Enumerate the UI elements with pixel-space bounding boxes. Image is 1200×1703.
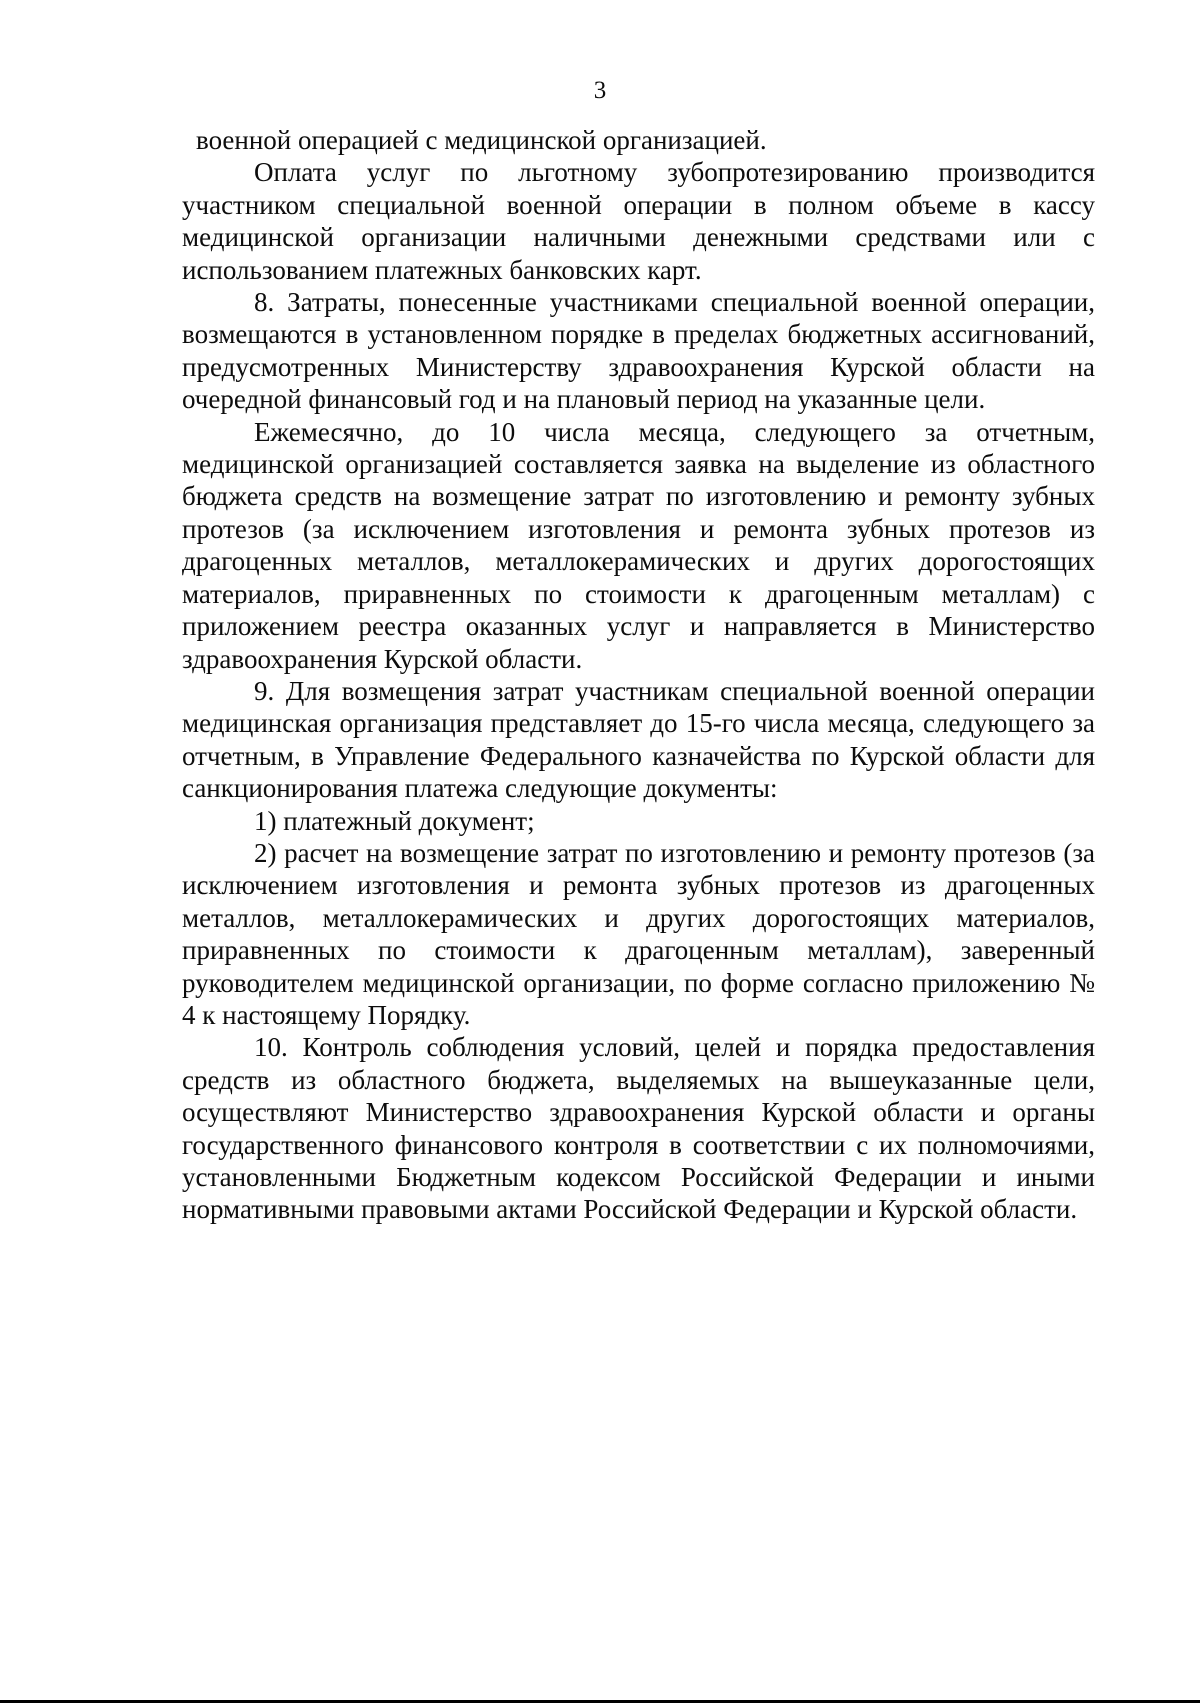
document-body: [182, 124, 1095, 1226]
paragraph-subitem-1: 1) платежный документ;: [254, 805, 535, 836]
paragraph-item-10: 10. Контроль соблюдения условий, целей и порядка предоставления средств из областного бюджета, выделяемых на вышеуказанные цели, осуществляют Министерство здравоохранения Курской области и органы государственного финансового контроля в соответствии с их полномочиями, установленными Бюджетным кодексом Российской Федерации и иными нормативными правовыми актами Российской Федерации и Курской области.: [182, 1032, 1095, 1225]
paragraph-subitem-2: 2) расчет на возмещение затрат по изготовлению и ремонту протезов (за исключением изготовления и ремонта зубных протезов из драгоценных металлов, металлокерамических и других дорогостоящих материалов, приравненных по стоимости к драгоценным металлам), заверенный руководителем медицинской организации, по форме согласно приложению № 4 к настоящему Порядку.: [182, 837, 1095, 1030]
paragraph-item-8: 8. Затраты, понесенные участниками специальной военной операции, возмещаются в установленном порядке в пределах бюджетных ассигнований, предусмотренных Министерству здравоохранения Курской области на очередной финансовый год и на плановый период на указанные цели.: [182, 287, 1095, 415]
page-number: 3: [593, 77, 607, 104]
paragraph-payment: Оплата услуг по льготному зубопротезированию производится участником специальной военной операции в полном объеме в кассу медицинской организации наличными денежными средствами или с использованием платежных банковских карт.: [182, 157, 1095, 285]
paragraph-monthly-request: Ежемесячно, до 10 числа месяца, следующего за отчетным, медицинской организацией составляется заявка на выделение из областного бюджета средств на возмещение затрат по изготовлению и ремонту зубных протезов (за исключением изготовления и ремонта зубных протезов из драгоценных металлов, металлокерамических и других дорогостоящих материалов, приравненных по стоимости к драгоценным металлам) с приложением реестра оказанных услуг и направляется в Министерство здравоохранения Курской области.: [182, 416, 1095, 674]
paragraph-continuation: военной операцией с медицинской организацией.: [196, 125, 767, 155]
paragraph-item-9: 9. Для возмещения затрат участникам специальной военной операции медицинская организация представляет до 15-го числа месяца, следующего за отчетным, в Управление Федерального казначейства по Курской области для санкционирования платежа следующие документы:: [182, 675, 1095, 804]
